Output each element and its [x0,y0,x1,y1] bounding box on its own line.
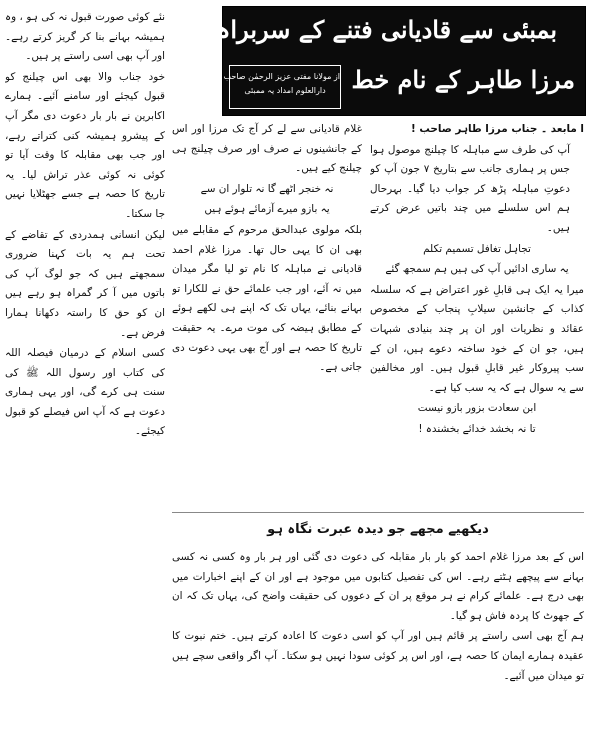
paragraph: یہ ساری ادائیں آپ کی ہیں ہم سمجھ گئے [385,263,569,276]
paragraph: آپ کی طرف سے مباہلہ کا چیلنج موصول ہوا جس پر ہماری جانب سے بتاریخ ۷ جون آپ کو دعوتِ مباہلہ پڑھ کر جواب دیا گیا۔ بہرحال ہم اس سلسلے میں چند باتیں عرض کرتے ہیں۔ [370,143,570,234]
paragraph: ا مابعد ۔ جناب مرزا طاہر صاحب ! [411,123,584,135]
section-heading: دیکھیے مجھے جو دیدہ عبرت نگاہ ہو [267,522,489,537]
headline-banner [216,6,586,116]
bottom-block [172,548,584,746]
headline-line-1: بمبئی سے قادیانی فتنے کے سربراہ [216,15,557,44]
paragraph: بلکہ مولوی عبدالحق مرحوم کے مقابلے میں بھی ان کا یہی حال تھا۔ مرزا غلام احمد قادیانی نے مباہلہ کا نام تو لیا مگر میدان میں نہ آئے، اور جب علمائے حق نے للکارا تو بہانے بنائے، یہاں تک کہ اپنے ہی لکھے ہوئے کے مطابق ہیضہ کی موت مرے۔ یہ حقیقت تاریخ کا حصہ ہے اور آج بھی یہی دعوت دی جاتی ہے۔ [172,223,362,374]
paragraph: کسی اسلام کے درمیان فیصلہ اللہ کی کتاب اور رسول اللہ ﷺ کی سنت ہی کرے گی، اور یہی ہماری دعوت ہے کہ آپ اس فیصلے کو قبول کیجئے۔ [5,347,165,438]
paragraph: تجاہل تغافل تسمیم تکلم [423,242,531,255]
byline-name: از مولانا مفتی عزیز الرحمٰن صاحب [223,72,340,81]
headline-line-2: مرزا طاہر کے نام خط [351,65,575,94]
paragraph: غلام قادیانی سے لے کر آج تک مرزا اور اس کے جانشینوں نے صرف اور صرف چیلنج ہی چیلنج کیے ہیں۔ [172,123,362,175]
paragraph: ابن سعادت بزور بازو نیست [417,402,537,415]
paragraph: اس کے بعد مرزا غلام احمد کو بار بار مقابلہ کی دعوت دی گئی اور ہر بار وہ کسی نہ کسی بہانے سے پیچھے ہٹتے رہے۔ اس کی تفصیل کتابوں میں موجود ہے اور ان کے اپنے اخبارات میں بھی درج ہے۔ علمائے کرام نے ہر موقع پر ان کے دعووں کی حقیقت واضح کی، یہاں تک کہ ان کے جھوٹ کا پردہ فاش ہو گیا۔ [172,551,584,622]
middle-column [172,120,362,510]
section-divider [172,512,584,513]
byline-org: دارالعلوم امداد یہ ممبئی [244,86,326,95]
right-column [370,120,584,510]
paragraph: میرا یہ ایک ہی قابلِ غور اعتراض ہے کہ سلسلہ کذاب کے جانشین سیلابِ پنجاب کے مخصوص عقائد و نظریات اور ان پر چند بنیادی شبہات ہیں، جو ان کے خود ساختہ دعوے ہیں، ان کے سب پیروکار غیر قابلِ قبول ہیں۔ اور مخالفین سے یہ سوال ہے کہ یہ سب کیا ہے۔ [370,283,584,394]
paragraph: لیکن انسانی ہمدردی کے تقاضے کے تحت ہم یہ بات کہنا ضروری سمجھتے ہیں کہ جو لوگ آپ کی باتوں میں آ کر گمراہ ہو رہے ہیں ان کو حق کا راستہ دکھانا ہمارا فرض ہے۔ [5,228,165,339]
byline-box [223,65,341,109]
paragraph: خود جناب والا بھی اس چیلنج کو قبول کیجئے اور سامنے آئیے۔ ہمارے اکابرین نے بار بار دعوت دی مگر آپ کے پیشرو ہمیشہ کنی کتراتے رہے، اور جب بھی مقابلہ کا وقت آیا تو کوئی نہ کوئی عذر تراش لیا۔ یہ تاریخ کا حصہ ہے جسے جھٹلایا نہیں جا سکتا۔ [5,70,165,220]
paragraph: نہ خنجر اٹھے گا نہ تلوار ان سے [200,182,334,195]
paragraph: نئے کوئی صورت قبول نہ کی ہو ، وہ ہمیشہ بہانے بنا کر گریز کرتے رہے۔ اور آپ بھی اسی راستے پر ہیں۔ [5,11,165,63]
paragraph: تا نہ بخشد خدائے بخشندہ ! [418,422,536,435]
left-column [5,8,165,748]
paragraph: ہم آج بھی اسی راستے پر قائم ہیں اور آپ کو اسی دعوت کا اعادہ کرتے ہیں۔ ختم نبوت کا عقیدہ ہمارے ایمان کا حصہ ہے، اور اس پر کوئی سودا نہیں ہو سکتا۔ آپ اگر واقعی سچے ہیں تو میدان میں آئیے۔ [172,630,584,682]
paragraph: یہ بازو میرے آزمائے ہوئے ہیں [204,203,330,216]
